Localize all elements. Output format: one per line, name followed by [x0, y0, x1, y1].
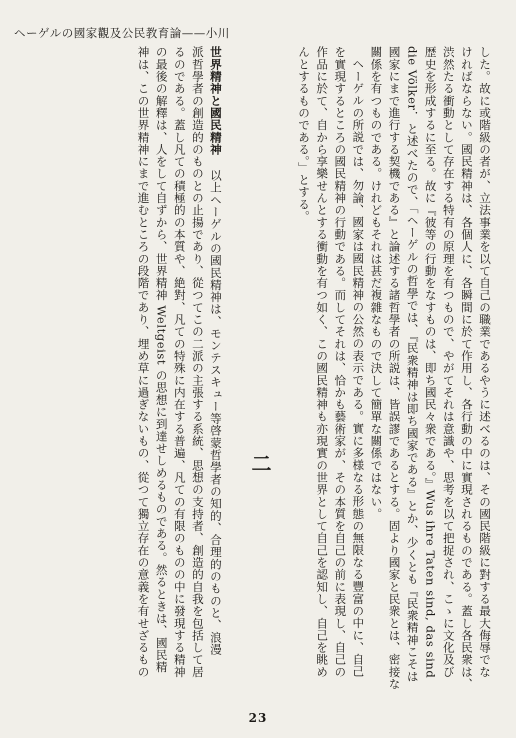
text-line: 作品に於て、自から享樂せんとする衝動を有つ如く、この國民精神も亦現實の世界として自己を認知し、自己を眺め	[315, 46, 330, 678]
text-line: 關係を有つものである。けれどもそれは甚だ複雜なもので決して簡單な關係ではない。	[369, 46, 384, 520]
text-line: 神は、この世界精神にまで進むところの段階であり、埋め草に過ぎないもの、從つて獨立存在の意義を有せざるもの	[136, 46, 151, 678]
text-line: ければならない。國民精神は、各個人に、各瞬間に於て作用し、各行動の中に實現されるものである。蓋し各民衆は、	[459, 46, 474, 690]
text-line: 國家にまで進行する契機である』と論述する諸哲學者の所説は、皆誤謬であるとする。固より國家と民衆とは、密接な	[387, 46, 402, 690]
text-line: 歴史を形成するに至る。故に『彼等の行動をなすものは、即ち國民々衆である。』Wus ihre Taten sind, das sind	[423, 46, 438, 679]
text-line: ヘーゲルの所説では、勿論、國家は國民精神の公然の表示である。實に多様なる形態の無限なる豐富の中に、自己	[351, 57, 366, 678]
text-run: 以上ヘーゲルの國民精神は、モンテスキュー等啓蒙哲學者の知的、合理的のものと、浪漫	[208, 169, 223, 656]
text-line: んとするものである。」とする。	[297, 46, 312, 223]
text-line: 派哲學者の創造的のものとの止揚であり、從つてこの二派の主張する系統、思想の支持者、創造的自我を包括して居	[190, 46, 205, 678]
section-spacer	[225, 46, 245, 696]
section-spacer	[275, 46, 295, 696]
text-line: 渋然たる衝動として存在する特有の原理を有つもので、やがてそれは意識や、思考を以て把捉され、こゝに文化及び	[441, 46, 456, 678]
text-line: した。故に或階級の者が、立法事業を以て自己の職業であるやうに述べるのは、その國民階級に對する最大侮辱でな	[478, 46, 492, 678]
section-title: 世界精神と國民精神	[208, 46, 223, 156]
text-line: die Völker．と述べたので、「ヘーゲルの哲學では、『民衆精神は即ち國家である』とか、少くとも『民衆精神こそは	[405, 46, 420, 683]
section-heading-number: 二	[247, 453, 272, 481]
text-line: るのである。蓋し凡ての積極的の本質や、絶對、凡ての特殊に内在する普遍、凡ての有限のものの中に發現する精神	[172, 46, 187, 678]
text-line: を實現するところの國民精神の行動である。而してそれは、恰かも藝術家が、その本質を自己の前に表現し、自己の	[333, 46, 348, 678]
text-line: の最後の解釋は、人をして自ずから、世界精神 Weltgeist の思想に到達せしめるものである。然るときは、國民精	[154, 46, 169, 674]
running-header: ヘーゲルの國家觀及公民教育論——小川	[14, 26, 230, 40]
page-number: 23	[248, 711, 268, 725]
text-line	[207, 46, 225, 696]
body-text	[18, 46, 494, 696]
